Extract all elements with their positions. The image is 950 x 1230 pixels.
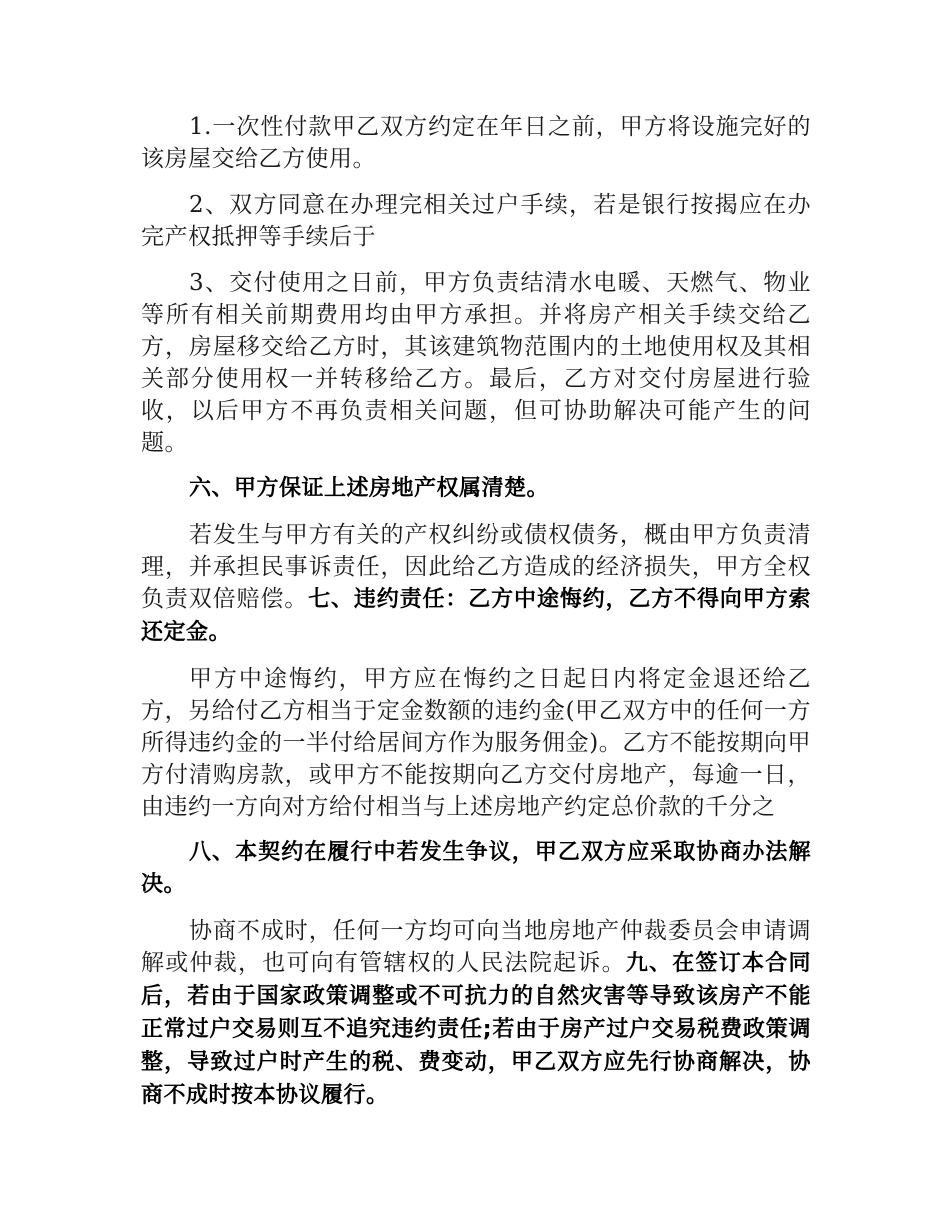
paragraph-arbitration-text: 协商不成时，任何一方均可向当地房地产仲裁委员会申请调解或仲裁，也可向有管辖权的人民法院起诉。	[141, 918, 811, 976]
heading-section-7: 七、违约责任：乙方中途悔约，乙方不得向甲方索还定金。	[141, 587, 811, 645]
paragraph-payment: 1.一次性付款甲乙双方约定在年日之前，甲方将设施完好的该房屋交给乙方使用。	[141, 114, 811, 172]
document-body	[141, 111, 811, 1126]
heading-section-9: 九、在签订本合同后，若由于国家政策调整或不可抗力的自然灾害等导致该房产不能正常过户交易则互不追究违约责任;若由于房产过户交易税费政策调整，导致过户时产生的税、费变动，甲乙双方应先行协商解决，协商不成时按本协议履行。	[141, 951, 811, 1108]
paragraph-delivery: 3、交付使用之日前，甲方负责结清水电暖、天燃气、物业等所有相关前期费用均由甲方承担。并将房产相关手续交给乙方，房屋移交给乙方时，其该建筑物范围内的土地使用权及其相关部分使用权一并转移给乙方。最后，乙方对交付房屋进行验收，以后甲方不再负责相关问题，但可协助解决可能产生的问题。	[141, 270, 811, 456]
paragraph-penalty: 甲方中途悔约，甲方应在悔约之日起日内将定金退还给乙方，另给付乙方相当于定金数额的违约金(甲乙双方中的任何一方所得违约金的一半付给居间方作为服务佣金)。乙方不能按期向甲方付清购房款，或甲方不能按期向乙方交付房地产，每逾一日，由违约一方向对方给付相当与上述房地产约定总价款的千分之	[141, 666, 811, 820]
paragraph-disputes-text: 若发生与甲方有关的产权纠纷或债权债务，概由甲方负责清理，并承担民事诉责任，因此给乙方造成的经济损失，甲方全权负责双倍赔偿。	[141, 522, 811, 612]
paragraph-transfer-procedure: 2、双方同意在办理完相关过户手续，若是银行按揭应在办完产权抵押等手续后于	[141, 192, 811, 250]
heading-section-6: 六、甲方保证上述房地产权属清楚。	[189, 476, 550, 501]
heading-section-8: 八、本契约在履行中若发生争议，甲乙双方应采取协商办法解决。	[141, 840, 811, 897]
paragraph-arbitration-and-policy	[141, 915, 811, 1112]
paragraph-disputes-and-breach	[141, 519, 811, 649]
